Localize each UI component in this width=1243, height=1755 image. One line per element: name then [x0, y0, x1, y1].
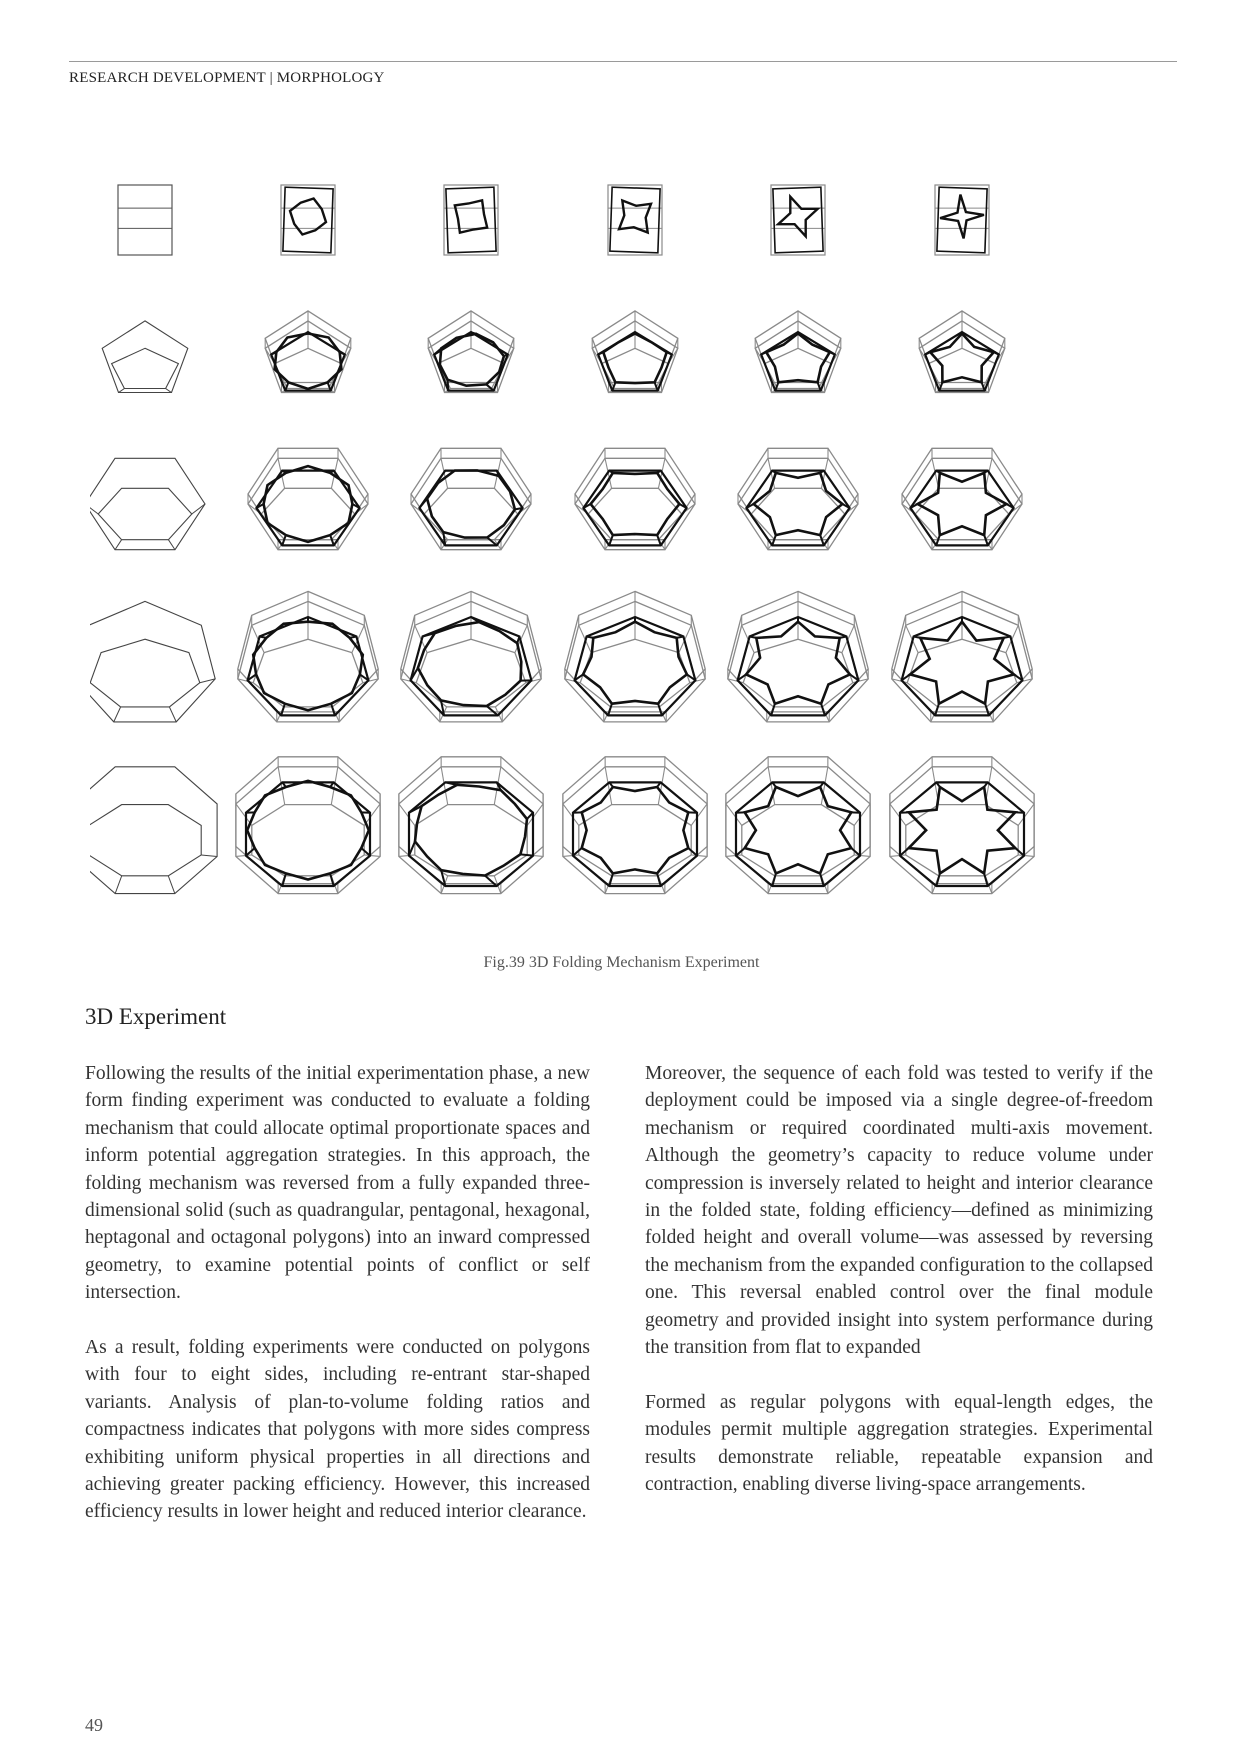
fold-diagram-octagonal-fold-2	[399, 757, 543, 894]
fold-diagram-quadrangular-fold-4	[771, 185, 825, 255]
fold-diagram-octagonal-fold-1	[236, 757, 380, 894]
fold-diagram-heptagonal-fold-4	[728, 591, 868, 722]
fold-diagram-heptagonal-fold-2	[401, 591, 541, 722]
figure-caption: Fig.39 3D Folding Mechanism Experiment	[483, 954, 760, 971]
fold-diagram-hexagonal-expanded	[90, 458, 205, 549]
fold-diagram-quadrangular-fold-3	[608, 185, 662, 255]
fold-diagram-pentagonal-fold-1	[265, 311, 351, 393]
fold-diagram-pentagonal-expanded	[102, 321, 188, 393]
header-rule	[69, 61, 1177, 62]
fold-diagram-pentagonal-fold-3	[592, 311, 678, 393]
fold-diagram-hexagonal-fold-2	[411, 448, 531, 549]
fold-diagram-heptagonal-expanded	[90, 601, 215, 722]
paragraph: Following the results of the initial experimentation phase, a new form finding experiment was conducted to evaluate a folding mechanism that could allocate optimal proportionate spaces and inform potential aggregation strategies. In this approach, the folding mechanism was reversed from a fully expanded three-dimensional solid (such as quadrangular, pentagonal, hexagonal, heptagonal and octagonal polygons) into an inward compressed geometry, to examine potential points of conflict or self intersection.	[85, 1063, 590, 1304]
fold-diagram-heptagonal-fold-5	[892, 591, 1032, 722]
paragraph: Formed as regular polygons with equal-length edges, the modules permit multiple aggregation strategies. Experimental results demonstrate reliable, repeatable expansion and contraction, enabling diverse living-space arrangements.	[645, 1391, 1153, 1496]
folding-figure	[90, 150, 1130, 950]
fold-diagram-pentagonal-fold-2	[428, 311, 514, 393]
paragraph: Moreover, the sequence of each fold was tested to verify if the deployment could be imposed via a single degree-of-freedom mechanism or required coordinated multi-axis movement. Although the geometry’s capacity to reduce volume under compression is inversely related to height and interior clearance in the folded state, folding efficiency—defined as minimizing folded height and overall volume—was assessed by reversing the mechanism from the expanded configuration to the collapsed one. This reversal enabled control over the final module geometry and provided insight into system performance during the transition from flat to expanded	[645, 1063, 1153, 1359]
fold-diagram-hexagonal-fold-1	[248, 448, 368, 549]
fold-diagram-hexagonal-fold-4	[738, 448, 858, 549]
section-title: 3D Experiment	[85, 1004, 227, 1029]
fold-diagram-heptagonal-fold-3	[565, 591, 705, 722]
body-column-left	[85, 1060, 590, 1553]
fold-diagram-octagonal-fold-5	[890, 757, 1034, 894]
fold-diagram-quadrangular-fold-1	[281, 185, 335, 255]
fold-diagram-hexagonal-fold-3	[575, 448, 695, 549]
fold-diagram-octagonal-expanded	[90, 767, 217, 894]
fold-diagram-pentagonal-fold-5	[919, 311, 1005, 393]
fold-diagram-octagonal-fold-3	[563, 757, 707, 894]
fold-diagram-quadrangular-fold-5	[935, 185, 989, 255]
fold-diagram-pentagonal-fold-4	[755, 311, 841, 393]
body-column-right	[645, 1060, 1153, 1526]
fold-diagram-quadrangular-expanded	[118, 185, 172, 255]
fold-diagram-hexagonal-fold-5	[902, 448, 1022, 549]
paragraph: As a result, folding experiments were conducted on polygons with four to eight sides, including re-entrant star-shaped variants. Analysis of plan-to-volume folding ratios and compactness indicates that polygons with more sides compress exhibiting uniform physical properties in all directions and achieving greater packing efficiency. However, this increased efficiency results in lower height and reduced interior clearance.	[85, 1337, 590, 1523]
fold-diagram-quadrangular-fold-2	[444, 185, 498, 255]
fold-diagram-octagonal-fold-4	[726, 757, 870, 894]
page-number: 49	[85, 1715, 103, 1735]
fold-diagram-heptagonal-fold-1	[238, 591, 378, 722]
running-head: RESEARCH DEVELOPMENT | MORPHOLOGY	[69, 70, 385, 86]
